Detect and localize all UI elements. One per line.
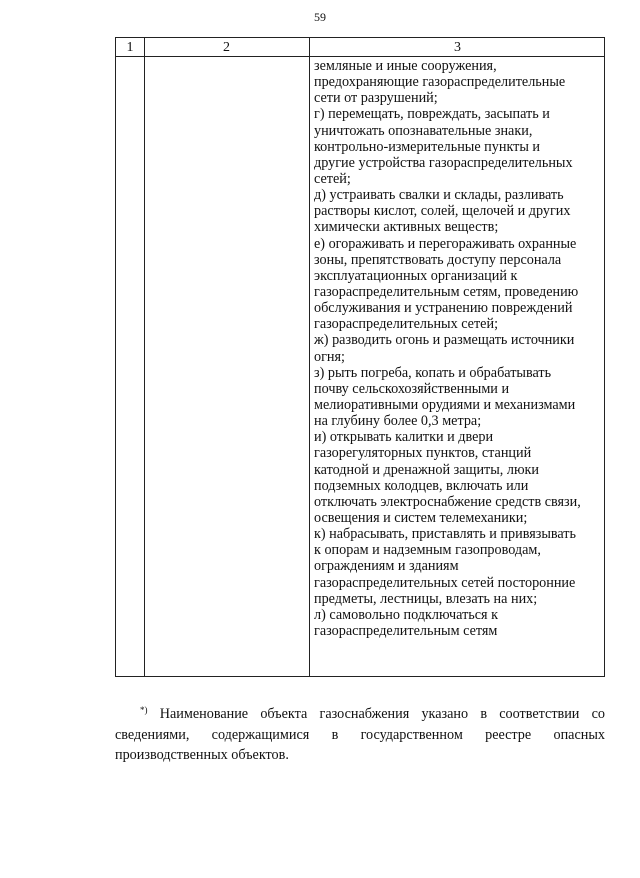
text-line: газораспределительных сетей; xyxy=(314,316,499,333)
text-line: эксплуатационных организаций к xyxy=(314,267,518,284)
text-line: к) набрасывать, приставлять и привязывать xyxy=(314,526,576,543)
text-line: ограждениям и зданиям xyxy=(314,558,459,575)
text-line: г) перемещать, повреждать, засыпать и xyxy=(314,106,550,123)
text-line: газораспределительным сетям xyxy=(314,622,498,639)
column-divider-1 xyxy=(144,38,145,676)
text-line: почву сельскохозяйственными и xyxy=(314,380,510,397)
text-line: уничтожать опознавательные знаки, xyxy=(314,122,533,139)
text-line: контрольно-измерительные пункты и xyxy=(314,138,541,155)
text-line: на глубину более 0,3 метра; xyxy=(314,413,482,430)
footnote-line-1 xyxy=(115,700,605,725)
text-line: д) устраивать свалки и склады, разливать xyxy=(314,187,564,204)
text-line: газораспределительных сетей посторонние xyxy=(314,574,576,591)
column-header-3: 3 xyxy=(454,40,461,55)
text-line: ж) разводить огонь и размещать источники xyxy=(314,332,575,349)
footnote-line-2: сведениями, содержащимися в государственном реестре опасных xyxy=(115,726,605,743)
footnote-mark: *) xyxy=(140,705,148,715)
text-line: отключать электроснабжение средств связи, xyxy=(314,493,581,510)
footnote-line-3: производственных объектов. xyxy=(115,747,289,763)
text-line: растворы кислот, солей, щелочей и других xyxy=(314,203,571,220)
text-line: предметы, лестницы, влезать на них; xyxy=(314,590,538,607)
text-line: и) открывать калитки и двери xyxy=(314,429,494,446)
header-row-divider xyxy=(116,56,604,57)
text-line: обслуживания и устранению повреждений xyxy=(314,300,573,317)
text-line: сети от разрушений; xyxy=(314,90,438,107)
text-line: к опорам и надземным газопроводам, xyxy=(314,542,541,559)
text-line: земляные и иные сооружения, xyxy=(314,58,497,74)
column-3-text xyxy=(314,58,606,639)
text-line: катодной и дренажной защиты, люки xyxy=(314,461,540,478)
text-line: подземных колодцев, включать или xyxy=(314,477,529,494)
requirements-table xyxy=(115,37,605,677)
page-number: 59 xyxy=(314,10,326,24)
text-line: огня; xyxy=(314,348,345,365)
text-line: зоны, препятствовать доступу персонала xyxy=(314,251,562,268)
footnote xyxy=(115,700,605,766)
text-line: газорегуляторных пунктов, станций xyxy=(314,445,532,462)
footnote-text-1: Наименование объекта газоснабжения указано в соответствии со xyxy=(159,706,606,722)
column-divider-2 xyxy=(309,38,310,676)
column-header-1: 1 xyxy=(126,40,134,55)
text-line: химически активных веществ; xyxy=(314,219,499,236)
text-line: з) рыть погреба, копать и обрабатывать xyxy=(314,364,552,381)
text-line: освещения и систем телемеханики; xyxy=(314,509,528,526)
text-line: мелиоративными орудиями и механизмами xyxy=(314,396,576,413)
text-line: другие устройства газораспределительных xyxy=(314,154,573,171)
text-line: газораспределительным сетям, проведению xyxy=(314,283,579,300)
text-line: е) огораживать и перегораживать охранные xyxy=(314,235,577,252)
text-line: предохраняющие газораспределительные xyxy=(314,74,566,91)
text-line: л) самовольно подключаться к xyxy=(314,606,499,623)
column-header-2: 2 xyxy=(223,40,230,55)
text-line: сетей; xyxy=(314,170,351,187)
